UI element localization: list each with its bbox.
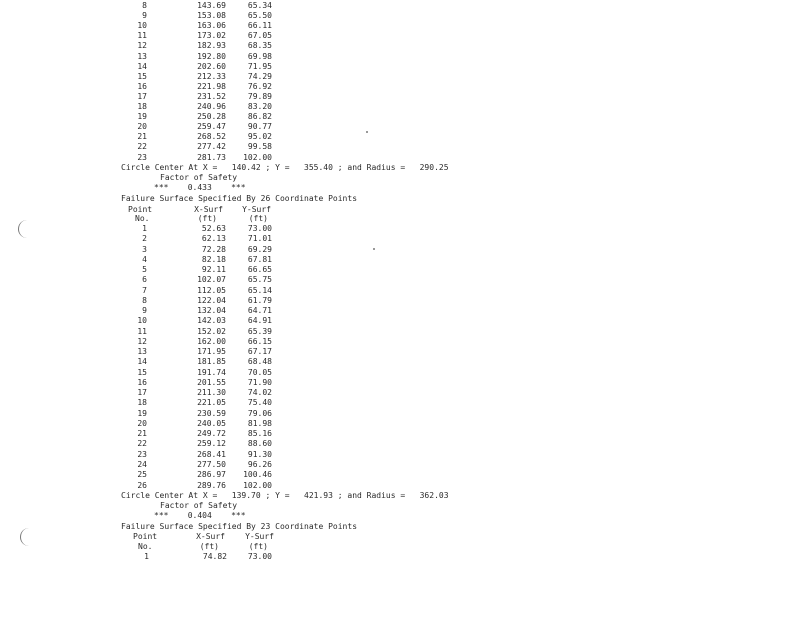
y-surf-value: 85.16 (247, 429, 272, 439)
header-y-surf: Y-Surf (242, 205, 271, 214)
point-number: 23 (137, 449, 147, 459)
table-row (0, 265, 800, 275)
table-row (0, 429, 800, 439)
point-number: 16 (137, 377, 147, 387)
point-number: 17 (137, 91, 147, 101)
scan-speck (373, 248, 375, 250)
table-row (0, 62, 800, 72)
x-surf-value: 152.02 (197, 326, 226, 336)
y-surf-value: 71.01 (247, 234, 272, 244)
table-row (0, 327, 800, 337)
point-number: 12 (137, 41, 147, 51)
x-surf-value: 173.02 (197, 31, 226, 41)
point-number: 2 (142, 234, 147, 244)
point-number: 10 (137, 21, 147, 31)
table-row (0, 41, 800, 51)
table-row (0, 224, 800, 234)
table-row (0, 439, 800, 449)
point-number: 1 (142, 224, 147, 233)
x-surf-value: 221.05 (197, 398, 226, 408)
header-x-unit: (ft) (199, 542, 219, 551)
y-surf-value: 71.95 (247, 61, 272, 71)
table-header-2b (0, 214, 800, 224)
y-surf-value: 102.00 (243, 152, 272, 162)
x-surf-value: 72.28 (201, 244, 226, 254)
x-surf-value: 221.98 (197, 81, 226, 91)
y-surf-value: 74.02 (247, 388, 272, 398)
y-surf-value: 68.35 (247, 41, 272, 51)
y-surf-value: 65.14 (247, 285, 272, 295)
point-number: 11 (137, 326, 147, 336)
y-surf-value: 86.82 (247, 112, 272, 122)
table-row (0, 398, 800, 408)
y-surf-value: 70.05 (247, 367, 272, 377)
y-surf-value: 83.20 (247, 102, 272, 111)
point-number: 12 (137, 336, 147, 346)
point-number: 19 (137, 112, 147, 122)
table-row (0, 112, 800, 122)
table-row (0, 234, 800, 244)
y-surf-value: 69.98 (247, 51, 272, 61)
x-surf-value: 132.04 (197, 306, 226, 316)
table-row (0, 316, 800, 326)
x-surf-value: 212.33 (197, 71, 226, 81)
header-point: Point (128, 205, 153, 214)
point-number: 22 (137, 142, 147, 152)
y-surf-value: 64.71 (247, 306, 272, 316)
failure-surface-title-2: Failure Surface Specified By 26 Coordinate Points (121, 194, 358, 203)
failure-surface-title-3: Failure Surface Specified By 23 Coordinate Points (121, 522, 358, 531)
table-row (0, 419, 800, 429)
table-row (0, 72, 800, 82)
y-surf-value: 88.60 (247, 439, 272, 449)
x-surf-value: 62.13 (201, 234, 226, 244)
table-row (0, 52, 800, 62)
x-surf-value: 250.28 (197, 112, 226, 122)
x-surf-value: 74.82 (202, 552, 227, 561)
y-surf-value: 73.00 (247, 224, 272, 233)
point-number: 14 (137, 357, 147, 367)
table-row (0, 306, 800, 316)
table-row (0, 21, 800, 31)
point-number: 10 (137, 316, 147, 326)
y-surf-value: 66.15 (247, 336, 272, 346)
table-row (0, 31, 800, 41)
table-row (0, 409, 800, 419)
point-number: 15 (137, 71, 147, 81)
x-surf-value: 281.73 (197, 152, 226, 162)
y-surf-value: 67.05 (247, 31, 272, 41)
y-surf-value: 91.30 (247, 449, 272, 459)
y-surf-value: 67.81 (247, 254, 272, 264)
x-surf-value: 201.55 (197, 377, 226, 387)
point-number: 15 (137, 367, 147, 377)
y-surf-value: 65.75 (247, 275, 272, 285)
header-x-surf: X-Surf (194, 205, 223, 214)
y-surf-value: 76.92 (247, 81, 272, 91)
x-surf-value: 268.52 (197, 132, 226, 142)
point-number: 9 (142, 11, 147, 21)
x-surf-value: 231.52 (197, 91, 226, 101)
table-header-3a (0, 532, 800, 542)
x-surf-value: 102.07 (197, 275, 226, 285)
point-number: 17 (137, 388, 147, 398)
factor-of-safety-label-1: Factor of Safety (160, 173, 238, 182)
table-row (0, 275, 800, 285)
point-number: 7 (142, 285, 147, 295)
table-row (0, 132, 800, 142)
point-number: 23 (137, 152, 147, 162)
point-number: 16 (137, 81, 147, 91)
header-point: Point (133, 532, 158, 541)
table-row (0, 255, 800, 265)
table-row (0, 552, 800, 562)
y-surf-value: 79.06 (247, 408, 272, 418)
x-surf-value: 240.05 (197, 418, 226, 428)
point-number: 22 (137, 439, 147, 449)
table-row (0, 470, 800, 480)
table-row (0, 388, 800, 398)
point-number: 14 (137, 61, 147, 71)
y-surf-value: 100.46 (243, 470, 272, 480)
x-surf-value: 230.59 (197, 408, 226, 418)
point-number: 20 (137, 122, 147, 132)
y-surf-value: 65.34 (247, 1, 272, 10)
x-surf-value: 211.30 (197, 388, 226, 398)
x-surf-value: 171.95 (197, 347, 226, 357)
y-surf-value: 73.00 (247, 552, 272, 561)
circle-center-line-2: Circle Center At X = 139.70 ; Y = 421.93 ; and Radius = 362.03 (121, 491, 449, 500)
point-number: 19 (137, 408, 147, 418)
y-surf-value: 74.29 (247, 71, 272, 81)
y-surf-value: 64.91 (247, 316, 272, 326)
point-number: 8 (142, 295, 147, 305)
y-surf-value: 65.39 (247, 326, 272, 336)
table-row (0, 245, 800, 255)
point-number: 6 (142, 275, 147, 285)
point-number: 9 (142, 306, 147, 316)
x-surf-value: 259.12 (197, 439, 226, 449)
point-number: 18 (137, 398, 147, 408)
x-surf-value: 163.06 (197, 21, 226, 31)
table-row (0, 347, 800, 357)
point-number: 20 (137, 418, 147, 428)
y-surf-value: 61.79 (247, 295, 272, 305)
table-row (0, 102, 800, 112)
header-y-surf: Y-Surf (245, 532, 274, 541)
table-row (0, 357, 800, 367)
x-surf-value: 191.74 (197, 367, 226, 377)
binder-hole-mark (20, 528, 37, 546)
y-surf-value: 96.26 (247, 459, 272, 469)
x-surf-value: 82.18 (201, 254, 226, 264)
x-surf-value: 277.50 (197, 459, 226, 469)
x-surf-value: 202.60 (197, 61, 226, 71)
y-surf-value: 66.65 (247, 265, 272, 275)
table-row (0, 337, 800, 347)
point-number: 1 (144, 552, 149, 561)
x-surf-value: 143.69 (197, 1, 226, 10)
x-surf-value: 289.76 (197, 480, 226, 490)
point-number: 11 (137, 31, 147, 41)
x-surf-value: 162.00 (197, 336, 226, 346)
factor-of-safety-label-2: Factor of Safety (160, 501, 238, 510)
point-number: 21 (137, 132, 147, 142)
table-row (0, 368, 800, 378)
x-surf-value: 277.42 (197, 142, 226, 152)
x-surf-value: 268.41 (197, 449, 226, 459)
x-surf-value: 92.11 (201, 265, 226, 275)
header-x-surf: X-Surf (196, 532, 225, 541)
x-surf-value: 182.93 (197, 41, 226, 51)
point-number: 26 (137, 480, 147, 490)
header-y-unit: (ft) (248, 214, 268, 223)
x-surf-value: 259.47 (197, 122, 226, 132)
table-header-3b (0, 542, 800, 552)
x-surf-value: 142.03 (197, 316, 226, 326)
table-row (0, 142, 800, 152)
point-number: 25 (137, 470, 147, 480)
table-row (0, 481, 800, 491)
table-row (0, 153, 800, 163)
table-row (0, 296, 800, 306)
x-surf-value: 249.72 (197, 429, 226, 439)
y-surf-value: 67.17 (247, 347, 272, 357)
y-surf-value: 65.50 (247, 11, 272, 21)
x-surf-value: 286.97 (197, 470, 226, 480)
y-surf-value: 75.40 (247, 398, 272, 408)
table-row (0, 82, 800, 92)
table-row (0, 460, 800, 470)
y-surf-value: 79.89 (247, 91, 272, 101)
table-row (0, 1, 800, 11)
table-row (0, 450, 800, 460)
table-row (0, 286, 800, 296)
point-number: 18 (137, 102, 147, 111)
header-x-unit: (ft) (197, 214, 217, 223)
x-surf-value: 52.63 (201, 224, 226, 233)
point-number: 4 (142, 254, 147, 264)
factor-of-safety-value-1: *** 0.433 *** (154, 183, 246, 192)
scan-speck (366, 131, 368, 133)
x-surf-value: 240.96 (197, 102, 226, 111)
x-surf-value: 112.05 (197, 285, 226, 295)
x-surf-value: 153.08 (197, 11, 226, 21)
point-number: 13 (137, 347, 147, 357)
point-number: 8 (142, 1, 147, 10)
y-surf-value: 71.90 (247, 377, 272, 387)
header-no: No. (138, 542, 153, 551)
table-row (0, 122, 800, 132)
point-number: 24 (137, 459, 147, 469)
binder-hole-mark (18, 220, 35, 238)
table-row (0, 378, 800, 388)
y-surf-value: 66.11 (247, 21, 272, 31)
y-surf-value: 68.48 (247, 357, 272, 367)
point-number: 21 (137, 429, 147, 439)
table-row (0, 11, 800, 21)
circle-center-line-1: Circle Center At X = 140.42 ; Y = 355.40 ; and Radius = 290.25 (121, 163, 449, 172)
y-surf-value: 95.02 (247, 132, 272, 142)
factor-of-safety-value-2: *** 0.404 *** (154, 511, 246, 520)
point-number: 5 (142, 265, 147, 275)
x-surf-value: 122.04 (197, 295, 226, 305)
header-y-unit: (ft) (248, 542, 268, 551)
y-surf-value: 81.98 (247, 418, 272, 428)
x-surf-value: 192.80 (197, 51, 226, 61)
header-no: No. (135, 214, 150, 223)
table-row (0, 92, 800, 102)
point-number: 13 (137, 51, 147, 61)
x-surf-value: 181.85 (197, 357, 226, 367)
y-surf-value: 99.58 (247, 142, 272, 152)
y-surf-value: 102.00 (243, 480, 272, 490)
y-surf-value: 90.77 (247, 122, 272, 132)
point-number: 3 (142, 244, 147, 254)
y-surf-value: 69.29 (247, 244, 272, 254)
